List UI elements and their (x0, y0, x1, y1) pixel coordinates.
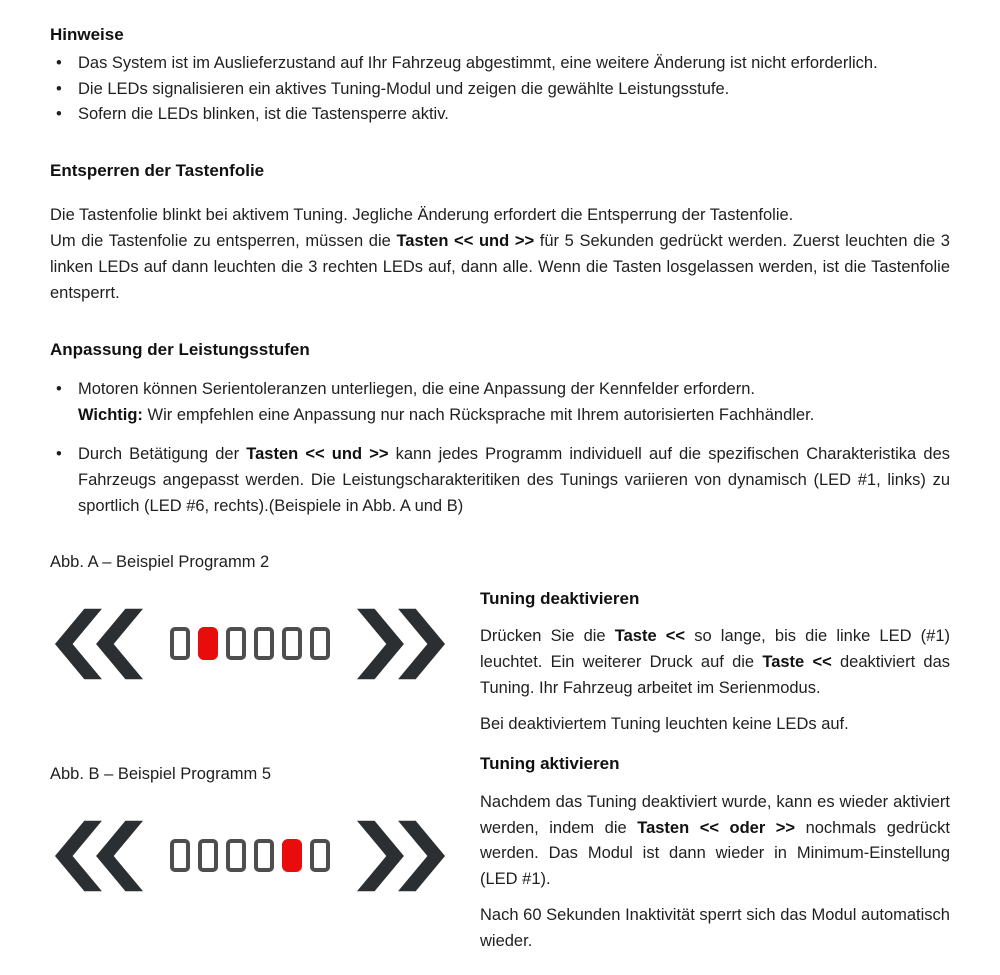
entsperren-paragraph: Die Tastenfolie blinkt bei aktivem Tuning. Jegliche Änderung erfordert die Entsperrung der Tastenfolie. Um die Tastenfolie zu entsperren, müssen die Tasten << und >> für 5 Sekunden gedrückt werden. Zuerst leuchten die 3 linken LEDs auf dann leuchten die 3 rechten LEDs auf, dann alle. Wenn die Tasten losgelassen werden, ist die Tastenfolie entsperrt. (50, 206, 950, 302)
led (170, 627, 190, 660)
deactivate-note: Bei deaktiviertem Tuning leuchten keine LEDs auf. (480, 715, 849, 734)
led (170, 839, 190, 872)
anpassung-list (50, 377, 950, 519)
bullet-icon: • (56, 53, 62, 72)
deactivate-paragraph: Drücken Sie die Taste << so lange, bis die linke LED (#1) leuchtet. Ein weiterer Druck auf die Taste << deaktiviert das Tuning. Ihr Fahrzeug arbeitet im Serienmodus. (480, 627, 951, 698)
led-row (170, 627, 330, 660)
list-item-text: Durch Betätigung der Tasten << und >> kann jedes Programm individuell auf die spezifischen Charakteristika des Fahrzeugs angepasst werden. Die Leistungscharakteritiken des Tunings variieren von dynamisch (LED #1, links) zu sportlich (LED #6, rechts).(Beispiele in Abb. A und B) (78, 445, 950, 515)
list-item (50, 77, 950, 103)
list-item (50, 51, 950, 77)
activate-paragraph: Nachdem das Tuning deaktiviert wurde, kann es wieder aktiviert werden, indem die Tasten << oder >> nochmals gedrückt werden. Das Modul ist dann wieder in Minimum-Einstellung (LED #1). (480, 792, 950, 889)
figures-column (50, 550, 480, 955)
chevron-left-icon (54, 608, 144, 680)
list-item (50, 102, 950, 128)
led (198, 839, 218, 872)
led (310, 839, 330, 872)
section-heading-anpassung: Anpassung der Leistungsstufen (50, 339, 310, 359)
figures-and-instructions (50, 550, 950, 955)
bullet-icon: • (56, 79, 62, 98)
section-entsperren (50, 158, 950, 306)
section-heading-hinweise: Hinweise (50, 25, 124, 44)
list-item (50, 377, 950, 429)
chevron-right-icon (356, 608, 446, 680)
led (226, 839, 246, 872)
bullet-icon: • (56, 445, 62, 464)
led-panel-a (54, 606, 480, 682)
heading-tuning-aktivieren: Tuning aktivieren (480, 754, 620, 773)
led (282, 627, 302, 660)
instructions-column (480, 550, 950, 955)
figure-a-label: Abb. A – Beispiel Programm 2 (50, 552, 270, 571)
list-item-text: Die LEDs signalisieren ein aktives Tuning-Modul und zeigen die gewählte Leistungsstufe. (78, 79, 730, 98)
bullet-icon: • (56, 380, 62, 399)
activate-note: Nach 60 Sekunden Inaktivität sperrt sich das Modul automatisch wieder. (480, 906, 950, 951)
led (254, 839, 274, 872)
section-heading-entsperren: Entsperren der Tastenfolie (50, 161, 265, 181)
chevron-right-icon (356, 820, 446, 892)
list-item-text: Motoren können Serientoleranzen unterliegen, die eine Anpassung der Kennfelder erfordern. Wichtig: Wir empfehlen eine Anpassung nur nach Rücksprache mit Ihrem autorisierten Fachhändler. (78, 380, 815, 425)
list-item-text: Sofern die LEDs blinken, ist die Tastensperre aktiv. (78, 105, 449, 124)
bullet-icon: • (56, 105, 62, 124)
section-anpassung (50, 337, 950, 520)
led (226, 627, 246, 660)
list-item-text: Das System ist im Auslieferzustand auf Ihr Fahrzeug abgestimmt, eine weitere Änderung ist nicht erforderlich. (78, 53, 878, 72)
figure-b-label: Abb. B – Beispiel Programm 5 (50, 764, 272, 783)
hinweise-list (50, 51, 950, 129)
led-active (282, 839, 302, 872)
led-active (198, 627, 218, 660)
led (254, 627, 274, 660)
led (310, 627, 330, 660)
led-row (170, 839, 330, 872)
section-hinweise (50, 22, 950, 128)
chevron-left-icon (54, 820, 144, 892)
list-item (50, 442, 950, 520)
led-panel-b (54, 818, 480, 894)
heading-tuning-deaktivieren: Tuning deaktivieren (480, 588, 640, 608)
